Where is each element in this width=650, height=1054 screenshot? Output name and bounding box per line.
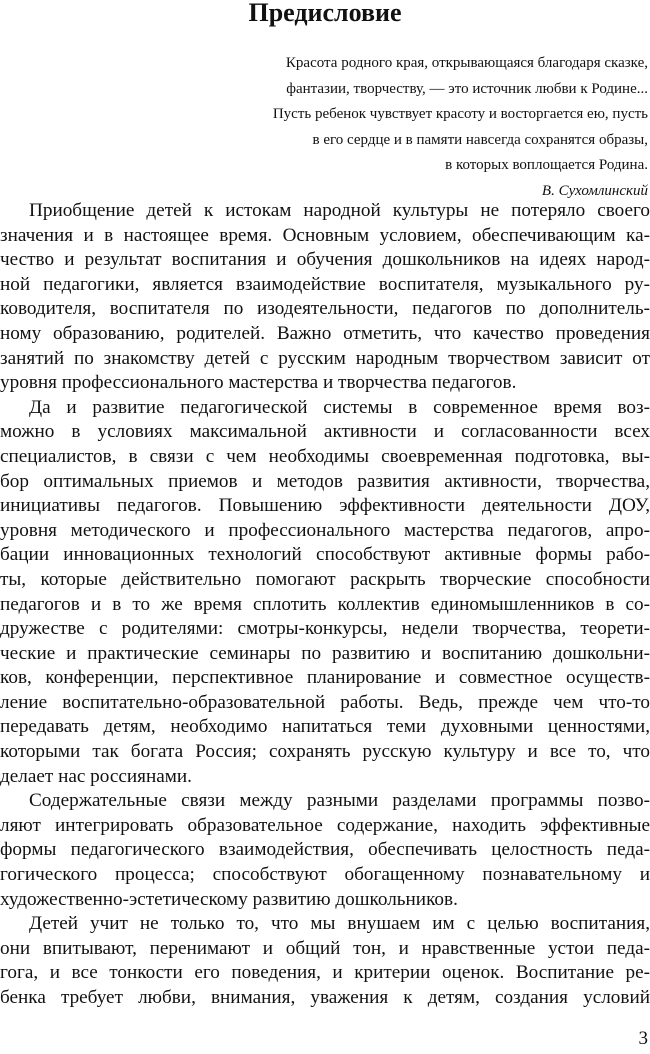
paragraph-line: гогического процесса; способствуют обогащенному познавательному и [0, 864, 650, 886]
body-text [0, 199, 650, 1011]
paragraph-line: бор оптимальных приемов и методов развития активности, творчества, [0, 470, 650, 492]
paragraph [0, 396, 650, 790]
paragraph-line: они впитывают, перенимают и общий тон, и нравственные устои педа- [0, 937, 650, 959]
paragraph-line: можно в условиях максимальной активности и согласованности всех [0, 421, 650, 443]
paragraph-line: делает нас россиянами. [0, 765, 192, 787]
page-number: 3 [638, 1028, 648, 1049]
paragraph [0, 199, 650, 396]
paragraph-line: передавать детям, необходимо напитаться теми духовными ценностями, [0, 716, 650, 738]
page-title: Предисловие [248, 0, 402, 27]
epigraph-line: в которых воплощается Родина. [445, 157, 648, 173]
paragraph-line: ководителя, воспитателя по изодеятельности, педагогов по дополнитель- [0, 298, 650, 320]
epigraph-line: в его сердце и в памяти навсегда сохранятся образы, [312, 131, 648, 148]
epigraph-line: Пусть ребенок чувствует красоту и восторгается ею, пусть [272, 106, 648, 122]
paragraph-line: Детей учит не только то, что мы внушаем им с целью воспитания, [29, 913, 650, 935]
paragraph-line: Приобщение детей к истокам народной культуры не потеряло своего [29, 200, 650, 221]
paragraph-line: бенка требует любви, внимания, уважения к детям, создания условий [0, 987, 650, 1008]
epigraph-line: фантазии, творчеству, — это источник любви к Родине... [286, 80, 648, 97]
paragraph [0, 912, 650, 1010]
paragraph-line: ному образованию, родителей. Важно отметить, что качество проведения [0, 322, 650, 344]
paragraph-line: ляют интегрировать образовательное содержание, находить эффективные [0, 814, 650, 836]
paragraph-line: которыми так богата Россия; сохранять русскую культуру и все то, что [0, 741, 650, 763]
paragraph-line: педагогов и в то же время сплотить коллектив единомышленников в со- [0, 593, 650, 615]
paragraph-line: формы педагогического взаимодействия, обеспечивать целостность педа- [0, 839, 650, 861]
paragraph-line: дружестве с родителями: смотры-конкурсы, недели творчества, теорети- [0, 618, 650, 640]
paragraph-line: уровня методического и профессионального мастерства педагогов, апро- [0, 519, 650, 541]
paragraph-line: ты, которые действительно помогают раскрыть творческие способности [0, 568, 650, 590]
paragraph-line: специалистов, в связи с чем необходимы своевременная подготовка, вы- [0, 445, 650, 467]
paragraph-line: ной педагогики, является взаимодействие воспитателя, музыкального ру- [0, 273, 650, 295]
epigraph-author: В. Сухомлинский [541, 182, 648, 199]
paragraph-line: ление воспитательно-образовательной работы. Ведь, прежде чем что-то [0, 691, 650, 713]
paragraph [0, 789, 650, 912]
epigraph [178, 51, 648, 204]
paragraph-line: гога, и все тонкости его поведения, и критерии оценок. Воспитание ре- [0, 962, 650, 984]
paragraph-line: чество и результат воспитания и обучения дошкольников на идеях народ- [0, 249, 650, 271]
paragraph-line: Содержательные связи между разными разделами программы позво- [29, 790, 650, 812]
paragraph-line: значения и в настоящее время. Основным условием, обеспечивающим ка- [0, 224, 650, 246]
paragraph-line: бации инновационных технологий способствуют активные формы рабо- [0, 544, 650, 566]
paragraph-line: ческие и практические семинары по развитию и воспитанию дошкольни- [0, 642, 650, 664]
paragraph-line: уровня профессионального мастерства и творчества педагогов. [0, 372, 517, 394]
epigraph-line: Красота родного края, открывающаяся благодаря сказке, [285, 55, 648, 71]
paragraph-line: инициативы педагогов. Повышению эффективности деятельности ДОУ, [0, 495, 650, 517]
paragraph-line: занятий по знакомству детей с русским народным творчеством зависит от [0, 347, 650, 369]
paragraph-line: Да и развитие педагогической системы в современное время воз- [29, 396, 650, 418]
paragraph-line: ков, конференции, перспективное планирование и совместное осуществ- [0, 667, 650, 689]
paragraph-line: художественно-эстетическому развитию дошкольников. [0, 888, 458, 910]
